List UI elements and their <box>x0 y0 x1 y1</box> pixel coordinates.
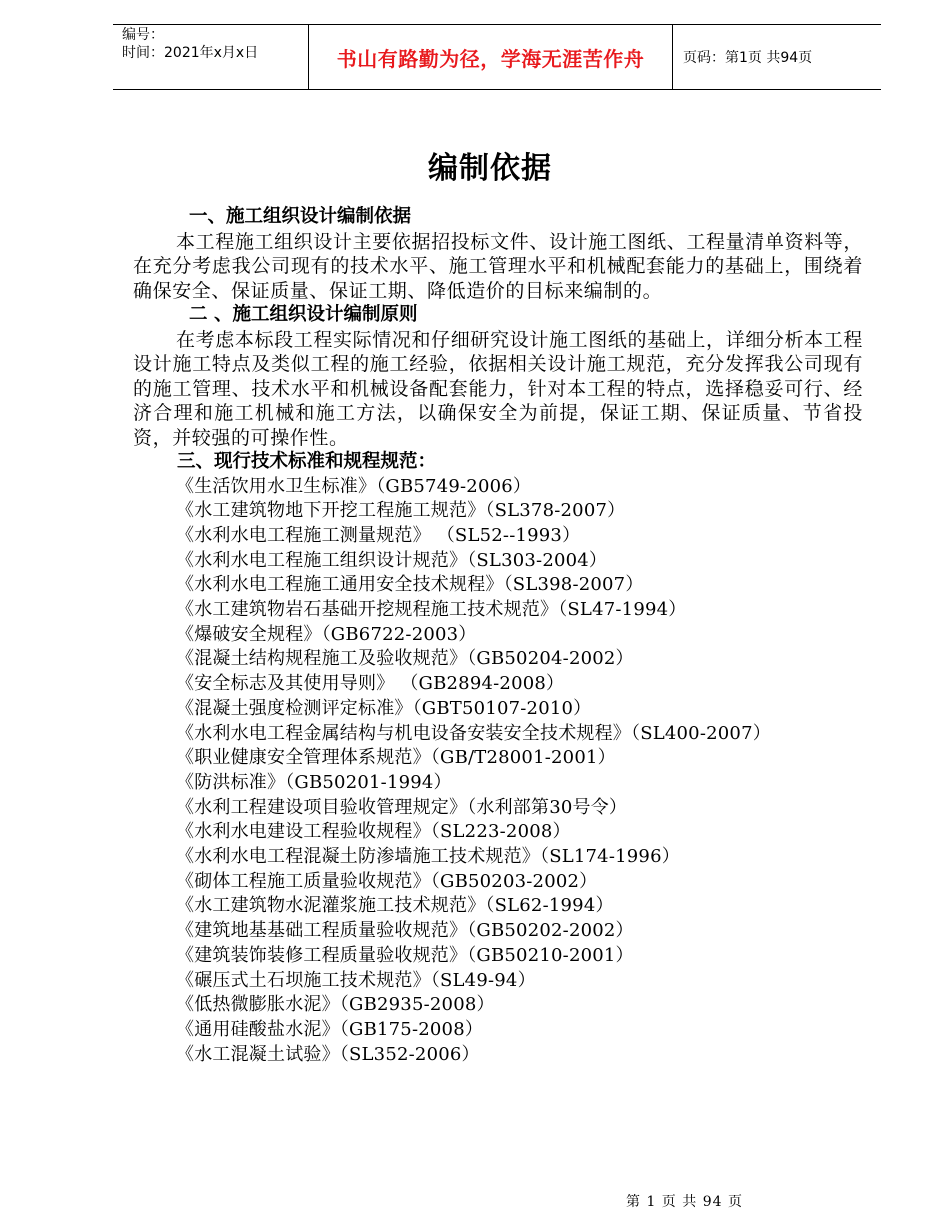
standard-item: 《水工建筑物水泥灌浆施工技术规范》（SL62-1994） <box>176 895 614 917</box>
standard-item: 《职业健康安全管理体系规范》（GB/T28001-2001） <box>176 747 616 769</box>
standard-item: 《水工建筑物岩石基础开挖规程施工技术规范》（SL47-1994） <box>176 599 687 621</box>
standard-item: 《防洪标准》（GB50201-1994） <box>176 771 452 793</box>
section-paragraph-2: 在考虑本标段工程实际情况和仔细研究设计施工图纸的基础上，详细分析本工程设计施工特点及类似工程的施工经验，依据相关设计施工规范，充分发挥我公司现有的施工管理、技术水平和机械设备配套能力，针对本工程的特点，选择稳妥可行、经济合理和施工机械和施工方法，以确保安全为前提，保证工期、保证质量、节省投资，并较强的可操作性。 <box>133 328 863 449</box>
standard-item: 《水利水电工程混凝土防渗墙施工技术规范》（SL174-1996） <box>176 846 680 868</box>
standard-item: 《建筑地基基础工程质量验收规范》（GB50202-2002） <box>176 920 634 942</box>
standard-item: 《水利水电工程施工通用安全技术规程》（SL398-2007） <box>176 574 644 596</box>
standard-item: 《建筑装饰装修工程质量验收规范》（GB50210-2001） <box>176 944 634 966</box>
page-footer: 第 1 页 共 94 页 <box>626 1194 743 1210</box>
header-page-number: 页码：第1页 共94页 <box>683 50 813 66</box>
section-heading-2: 二 、施工组织设计编制原则 <box>189 304 418 325</box>
standard-item: 《水利水电工程施工组织设计规范》（SL303-2004） <box>176 549 608 571</box>
standard-item: 《水工建筑物地下开挖工程施工规范》（SL378-2007） <box>176 500 626 522</box>
standard-item: 《水利水电工程金属结构与机电设备安装安全技术规程》（SL400-2007） <box>176 722 771 744</box>
standards-list <box>133 475 863 1068</box>
header-meta-cell <box>113 25 309 89</box>
section-heading-3: 三、现行技术标准和规程规范： <box>177 451 437 472</box>
standard-item: 《低热微膨胀水泥》（GB2935-2008） <box>176 994 495 1016</box>
standard-item: 《水工混凝土试验》（SL352-2006） <box>176 1043 480 1065</box>
document-title: 编制依据 <box>428 151 552 186</box>
document-body <box>133 205 863 1067</box>
standard-item: 《安全标志及其使用导则》 （GB2894-2008） <box>176 673 565 695</box>
document-time-label: 时间：2021年x月x日 <box>122 45 259 61</box>
section-paragraph-1: 本工程施工组织设计主要依据招投标文件、设计施工图纸、工程量清单资料等，在充分考虑我公司现有的技术水平、施工管理水平和机械配套能力的基础上，围绕着确保安全、保证质量、保证工期、降低造价的目标来编制的。 <box>133 230 863 302</box>
standard-item: 《通用硅酸盐水泥》（GB175-2008） <box>176 1018 484 1040</box>
standard-item: 《水利工程建设项目验收管理规定》（水利部第30号令） <box>176 796 628 818</box>
page-header <box>113 24 881 90</box>
document-number-label: 编号： <box>122 27 164 43</box>
section-heading-1: 一、施工组织设计编制依据 <box>189 206 412 227</box>
standard-item: 《水利水电工程施工测量规范》 （SL52--1993） <box>176 524 581 546</box>
header-motto: 书山有路勤为径，学海无涯苦作舟 <box>309 25 673 89</box>
standard-item: 《砌体工程施工质量验收规范》（GB50203-2002） <box>176 870 598 892</box>
standard-item: 《混凝土结构规程施工及验收规范》（GB50204-2002） <box>176 648 634 670</box>
standard-item: 《爆破安全规程》（GB6722-2003） <box>176 623 477 645</box>
standard-item: 《水利水电建设工程验收规程》（SL223-2008） <box>176 821 571 843</box>
standard-item: 《生活饮用水卫生标准》（GB5749-2006） <box>176 475 532 497</box>
standard-item: 《碾压式土石坝施工技术规范》（SL49-94） <box>176 969 536 991</box>
standard-item: 《混凝土强度检测评定标准》（GBT50107-2010） <box>176 697 592 719</box>
